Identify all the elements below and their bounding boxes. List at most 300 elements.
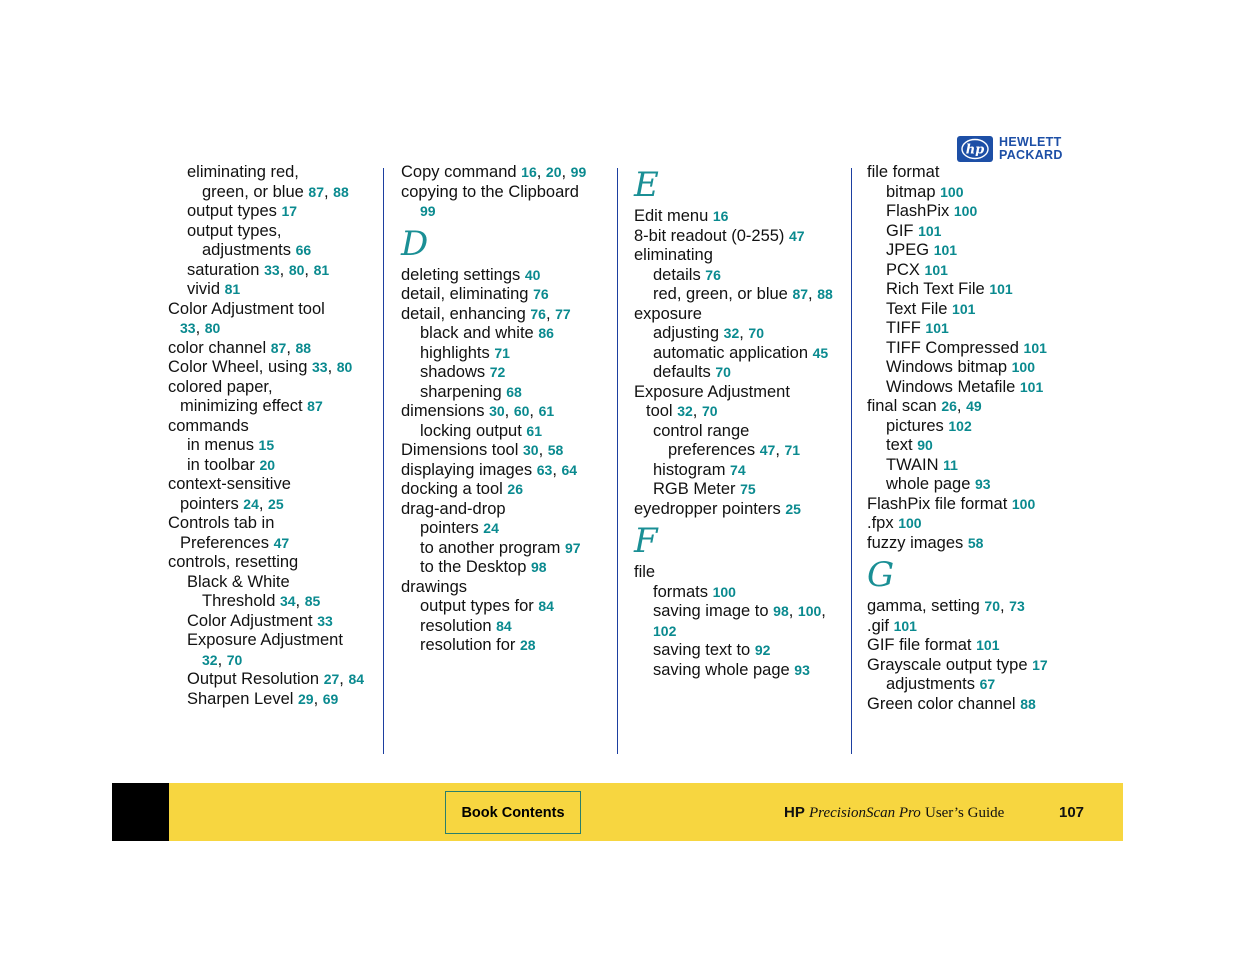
index-entry <box>401 617 606 637</box>
page-link[interactable]: 101 <box>925 320 949 336</box>
index-entry-text: Windows Metafile <box>886 377 1016 396</box>
index-entry <box>867 261 1082 281</box>
index-entry-text: .gif <box>867 616 890 635</box>
index-entry <box>168 475 368 495</box>
footer-guide: User’s Guide <box>924 805 1005 821</box>
index-entry <box>634 422 839 442</box>
index-entry-text: displaying images <box>401 460 533 479</box>
index-entry: green, or blue 87, 88 <box>202 182 349 201</box>
index-entry-text: file <box>634 563 656 581</box>
index-entry: color channel 87, 88 <box>168 338 312 357</box>
page-link[interactable]: 86 <box>538 325 554 341</box>
index-entry-text: Color Adjustment tool <box>168 299 325 318</box>
page-link[interactable]: 29 <box>298 690 314 707</box>
index-entry-text: pictures <box>886 416 944 435</box>
index-entry-text: final scan <box>867 397 937 415</box>
page-link[interactable]: 101 <box>952 300 976 317</box>
page-link[interactable]: 84 <box>348 671 365 687</box>
page-link[interactable]: 70 <box>715 364 731 380</box>
index-entry <box>168 612 368 632</box>
index-entry <box>168 163 368 183</box>
page-link[interactable]: 84 <box>538 598 554 614</box>
page-link[interactable]: 101 <box>933 242 958 258</box>
page-link[interactable]: 24 <box>483 520 499 536</box>
page-link[interactable]: 64 <box>561 461 578 478</box>
page-link[interactable]: 81 <box>224 281 241 297</box>
index-entry-text: Windows bitmap <box>886 358 1008 376</box>
index-entry-text: shadows <box>420 363 486 381</box>
page-link[interactable]: 40 <box>524 266 541 283</box>
index-entry-text: saturation <box>187 260 260 279</box>
page-link[interactable]: 101 <box>989 281 1013 297</box>
index-entry-text: highlights <box>420 343 490 362</box>
index-entry-text: defaults <box>653 363 711 381</box>
page-link[interactable]: 74 <box>730 461 746 478</box>
page-link[interactable]: 17 <box>281 203 298 219</box>
index-entry-text: text <box>886 436 913 454</box>
page-link[interactable]: 88 <box>295 339 312 356</box>
index-entry: preferences 47, 71 <box>668 441 801 459</box>
footer-brand: HP <box>784 804 805 821</box>
page-link[interactable]: 80 <box>288 261 305 278</box>
page-link[interactable]: 72 <box>489 364 506 380</box>
index-entry <box>634 661 839 681</box>
index-entry-text: Copy command <box>401 163 517 181</box>
page-link[interactable]: 98 <box>531 559 547 575</box>
index-entry-text: adjustments <box>886 675 975 693</box>
page-link[interactable]: 34 <box>279 593 296 609</box>
index-entry-text: Text File <box>886 299 948 318</box>
page-link[interactable]: 85 <box>304 593 321 609</box>
page-link[interactable]: 26 <box>941 398 957 414</box>
index-entry: detail, enhancing 76, 77 <box>401 304 571 323</box>
index-entry: final scan 26, 49 <box>867 397 982 415</box>
index-entry: Output Resolution 27, 84 <box>187 670 365 688</box>
index-entry: Sharpen Level 29, 69 <box>187 689 339 708</box>
page-link[interactable]: 17 <box>1032 656 1048 673</box>
page-link[interactable]: 92 <box>754 642 771 658</box>
page-link[interactable]: 25 <box>268 495 284 512</box>
index-entry-text: in menus <box>187 436 254 454</box>
index-entry <box>634 383 839 403</box>
page-link[interactable]: 30 <box>489 403 505 419</box>
index-entry <box>634 363 839 383</box>
index-entry-text: vivid <box>187 280 221 298</box>
index-entry-text: output types, <box>187 221 282 240</box>
page-link[interactable]: 80 <box>336 359 353 375</box>
index-entry <box>168 456 368 476</box>
page-link[interactable]: 81 <box>313 261 330 278</box>
index-entry <box>401 480 606 500</box>
page-link[interactable]: 98 <box>773 603 789 619</box>
index-entry <box>401 324 606 344</box>
index-entry-text: minimizing effect <box>180 397 303 415</box>
index-entry <box>401 183 606 203</box>
page-link[interactable]: 28 <box>519 637 536 653</box>
column-divider-1 <box>383 168 384 754</box>
page-link[interactable]: 32 <box>723 325 740 341</box>
page-link[interactable]: 100 <box>898 515 922 531</box>
index-entry-text: black and white <box>420 324 534 342</box>
index-entry <box>401 558 606 578</box>
section-letter-g: G <box>867 555 895 595</box>
index-entry <box>634 246 839 266</box>
index-entry-text: exposure <box>634 304 702 323</box>
index-entry-text: context-sensitive <box>168 475 291 493</box>
page-link[interactable]: 99 <box>420 203 436 219</box>
index-entry-text: Rich Text File <box>886 280 985 298</box>
page-link[interactable]: 70 <box>748 325 764 341</box>
index-entry <box>634 344 839 364</box>
index-entry <box>168 514 368 534</box>
index-entry: 33, 80 <box>180 319 221 337</box>
page-link[interactable]: 47 <box>789 227 805 244</box>
index-entry-text: saving text to <box>653 641 751 659</box>
page-link[interactable]: 70 <box>701 403 718 419</box>
index-entry <box>867 534 1082 554</box>
index-entry-text: RGB Meter <box>653 480 736 498</box>
index-entry <box>168 553 368 573</box>
page-link[interactable]: 100 <box>1011 359 1035 375</box>
index-entry <box>401 383 606 403</box>
index-entry-text: tool <box>646 402 673 420</box>
index-entry <box>867 163 1082 183</box>
index-entry-text: fuzzy images <box>867 533 964 552</box>
index-entry <box>634 500 839 520</box>
index-column-2 <box>401 163 606 656</box>
page-link[interactable]: 68 <box>506 383 522 400</box>
index-entry <box>867 656 1082 676</box>
index-entry <box>168 280 368 300</box>
page-link[interactable]: 88 <box>333 183 349 200</box>
page-link[interactable]: 102 <box>653 622 677 639</box>
footer-guide-title <box>784 804 1004 822</box>
hp-mark-text: hp <box>965 142 985 158</box>
page-link[interactable]: 93 <box>794 661 810 678</box>
index-entry-text: bitmap <box>886 182 936 201</box>
page-link[interactable]: 101 <box>918 222 942 239</box>
index-entry <box>867 280 1082 300</box>
index-entry-text: Exposure Adjustment <box>187 631 343 649</box>
index-entry <box>168 417 368 437</box>
page-link[interactable]: 70 <box>984 598 1000 614</box>
index-entry-text: output types for <box>420 597 534 615</box>
index-entry-text: drawings <box>401 577 468 596</box>
page-link[interactable]: 66 <box>295 242 312 258</box>
index-entry-text: Color Wheel, using <box>168 358 308 376</box>
index-entry <box>168 241 368 261</box>
index-entry-text: output types <box>187 202 277 220</box>
index-entry-text: Exposure Adjustment <box>634 382 790 401</box>
index-entry <box>634 227 839 247</box>
index-entry <box>867 636 1082 656</box>
index-entry-text: pointers <box>180 494 239 513</box>
index-entry <box>401 636 606 656</box>
page-link[interactable]: 75 <box>740 481 756 497</box>
page-link[interactable]: 88 <box>1020 695 1036 712</box>
index-entry <box>168 202 368 222</box>
index-entry <box>401 285 606 305</box>
index-entry-text: Sharpen Level <box>187 689 294 708</box>
index-entry <box>168 534 368 554</box>
index-entry-text: pointers <box>420 519 479 537</box>
index-entry-text: control range <box>653 421 750 440</box>
page-link[interactable]: 71 <box>784 442 801 458</box>
index-entry-text: detail, enhancing <box>401 304 526 323</box>
index-entry-text: Grayscale output type <box>867 655 1028 674</box>
index-entry-text: gamma, setting <box>867 597 980 615</box>
index-entry-text: adjusting <box>653 324 720 342</box>
column-divider-3 <box>851 168 852 754</box>
index-entry <box>867 436 1082 456</box>
index-entry <box>867 675 1082 695</box>
index-entry-text: TIFF <box>886 319 921 337</box>
index-entry-text: PCX <box>886 260 920 279</box>
page-link[interactable]: 80 <box>204 320 221 336</box>
page-link[interactable]: 99 <box>570 164 587 180</box>
index-entry <box>867 514 1082 534</box>
page-link[interactable]: 101 <box>976 637 1000 653</box>
index-entry-text: GIF <box>886 221 914 240</box>
index-entry-text: drag-and-drop <box>401 499 506 518</box>
index-entry-text: JPEG <box>886 241 930 259</box>
index-entry <box>867 475 1082 495</box>
index-entry-text: details <box>653 265 701 284</box>
index-entry-text: red, green, or blue <box>653 285 788 303</box>
page-link[interactable]: 100 <box>797 603 822 619</box>
page-link[interactable]: 63 <box>536 461 553 478</box>
index-entry <box>867 495 1082 515</box>
index-entry: tool 32, 70 <box>646 402 718 420</box>
index-entry-text: resolution for <box>420 636 516 654</box>
page-link[interactable]: 58 <box>547 442 564 458</box>
page-link[interactable]: 49 <box>966 398 982 414</box>
index-entry <box>401 363 606 383</box>
index-entry-text: color channel <box>168 338 267 357</box>
page-link[interactable]: 70 <box>226 651 243 668</box>
page-link[interactable]: 101 <box>893 617 917 634</box>
section-letter-d: D <box>401 223 429 264</box>
index-entry: red, green, or blue 87, 88 <box>653 285 833 303</box>
page-link[interactable]: 33 <box>264 261 280 278</box>
index-entry-text: commands <box>168 416 249 435</box>
index-entry-text: locking output <box>420 421 522 440</box>
index-entry-text: formats <box>653 582 709 601</box>
index-entry-text: green, or blue <box>202 182 304 201</box>
index-entry <box>634 563 839 583</box>
index-entry-text: .fpx <box>867 514 894 532</box>
index-entry <box>168 573 368 593</box>
index-column-1 <box>168 163 368 709</box>
index-entry: Dimensions tool 30, 58 <box>401 441 564 459</box>
index-entry <box>867 417 1082 437</box>
page-link[interactable]: 77 <box>555 305 571 322</box>
index-entry <box>401 500 606 520</box>
page-link[interactable]: 101 <box>924 261 948 278</box>
index-entry <box>867 202 1082 222</box>
page-link[interactable]: 84 <box>496 617 512 634</box>
index-entry <box>168 631 368 651</box>
page-link[interactable]: 32 <box>677 403 693 419</box>
index-entry <box>867 339 1082 359</box>
index-entry <box>168 436 368 456</box>
index-entry-text: Color Adjustment <box>187 611 313 630</box>
index-entry-text: colored paper, <box>168 377 273 396</box>
index-entry-text: dimensions <box>401 402 485 420</box>
page-link[interactable]: 87 <box>792 286 809 302</box>
page-link[interactable]: 11 <box>943 456 958 473</box>
index-entry-text: Green color channel <box>867 694 1016 713</box>
page-link[interactable]: 90 <box>917 437 933 453</box>
page-link[interactable]: 76 <box>530 305 546 322</box>
page-link[interactable]: 88 <box>817 286 833 302</box>
index-entry-text: adjustments <box>202 241 291 259</box>
index-entry <box>401 266 606 286</box>
index-entry-text: in toolbar <box>187 455 255 474</box>
page-link[interactable]: 71 <box>494 344 510 361</box>
index-entry-text: automatic application <box>653 343 809 362</box>
page-link[interactable]: 47 <box>273 534 290 551</box>
index-entry <box>867 241 1082 261</box>
page-link[interactable]: 76 <box>533 286 549 302</box>
index-entry-text: 8-bit readout (0-255) <box>634 226 785 245</box>
index-entry-text: detail, eliminating <box>401 285 529 303</box>
index-entry <box>168 222 368 242</box>
page-link[interactable]: 97 <box>564 539 581 556</box>
index-entry <box>401 344 606 364</box>
page-link[interactable]: 26 <box>507 481 523 497</box>
index-entry-text: whole page <box>886 475 971 493</box>
index-entry-text: sharpening <box>420 382 502 401</box>
page-link[interactable]: 47 <box>759 442 776 458</box>
page-link[interactable]: 24 <box>243 495 259 512</box>
index-entry-text: GIF file format <box>867 636 972 654</box>
page-link[interactable]: 32 <box>202 651 218 668</box>
index-entry: saving image to 98, 100, 102 <box>653 602 826 639</box>
index-entry: adjusting 32, 70 <box>653 324 764 342</box>
index-entry-text: resolution <box>420 616 492 635</box>
index-entry-text: eliminating <box>634 246 713 264</box>
page-link[interactable]: 76 <box>705 266 721 283</box>
index-entry-text: Controls tab in <box>168 514 275 532</box>
page-link[interactable]: 87 <box>307 398 323 414</box>
page-link[interactable]: 33 <box>180 320 196 336</box>
index-entry <box>401 202 606 222</box>
page-link[interactable]: 87 <box>270 339 287 356</box>
index-entry: Color Wheel, using 33, 80 <box>168 358 353 376</box>
index-entry-text: copying to the Clipboard <box>401 182 579 201</box>
index-entry-text: to the Desktop <box>420 558 527 576</box>
index-entry <box>401 422 606 442</box>
footer-product: PrecisionScan Pro <box>809 805 921 821</box>
page-link[interactable]: 25 <box>785 500 801 517</box>
page-link[interactable]: 20 <box>545 164 562 180</box>
index-entry <box>867 183 1082 203</box>
page-link[interactable]: 69 <box>322 690 339 707</box>
index-entry <box>867 222 1082 242</box>
index-entry <box>867 456 1082 476</box>
page-link[interactable]: 16 <box>712 208 729 224</box>
page-link[interactable]: 45 <box>812 344 829 361</box>
index-entry <box>401 578 606 598</box>
page-link[interactable]: 100 <box>712 583 736 600</box>
column-divider-2 <box>617 168 618 754</box>
index-entry-text: eliminating red, <box>187 163 299 181</box>
index-entry: 32, 70 <box>202 650 243 669</box>
index-entry <box>634 461 839 481</box>
page-link[interactable]: 27 <box>323 671 340 687</box>
page-link[interactable]: 87 <box>308 183 324 200</box>
index-entry: Threshold 34, 85 <box>202 592 321 610</box>
index-entry-text: eyedropper pointers <box>634 499 781 518</box>
page-link[interactable]: 67 <box>979 676 996 692</box>
page-link[interactable]: 93 <box>975 476 991 492</box>
page-link[interactable]: 61 <box>526 422 542 439</box>
page-link[interactable]: 102 <box>948 417 972 434</box>
footer-black-block <box>112 783 169 841</box>
page-link[interactable]: 58 <box>967 534 984 551</box>
index-entry: Copy command 16, 20, 99 <box>401 163 587 181</box>
page-link[interactable]: 61 <box>538 403 555 419</box>
index-entry <box>634 480 839 500</box>
index-entry-text: FlashPix file format <box>867 494 1008 513</box>
footer-bar <box>112 783 1123 841</box>
page-link[interactable]: 101 <box>1023 339 1047 356</box>
index-entry-text: saving whole page <box>653 660 790 679</box>
page-link[interactable]: 20 <box>259 456 276 473</box>
index-entry <box>867 378 1082 398</box>
index-column-4 <box>867 163 1082 714</box>
index-entry-text: controls, resetting <box>168 553 299 571</box>
page-link[interactable]: 16 <box>521 164 537 180</box>
index-entry <box>634 641 839 661</box>
index-entry <box>401 519 606 539</box>
page-link[interactable]: 100 <box>940 183 964 200</box>
index-entry: dimensions 30, 60, 61 <box>401 402 555 420</box>
index-entry <box>168 300 368 320</box>
page-link[interactable]: 60 <box>513 403 530 419</box>
page-link[interactable]: 15 <box>258 437 275 453</box>
page-link[interactable]: 33 <box>312 359 328 375</box>
index-entry <box>168 378 368 398</box>
index-entry-text: deleting settings <box>401 265 521 284</box>
book-contents-button[interactable]: Book Contents <box>445 791 581 834</box>
index-entry <box>867 695 1082 715</box>
page-link[interactable]: 100 <box>953 203 978 219</box>
index-entry-text: Edit menu <box>634 207 709 225</box>
index-entry <box>401 597 606 617</box>
index-entry-text: Black & White <box>187 572 290 591</box>
index-entry <box>634 207 839 227</box>
index-entry: saturation 33, 80, 81 <box>187 260 330 279</box>
page-link[interactable]: 100 <box>1011 495 1036 512</box>
page-link[interactable]: 101 <box>1019 378 1044 395</box>
index-entry-text: Output Resolution <box>187 670 320 688</box>
page-link[interactable]: 30 <box>522 442 539 458</box>
index-entry <box>634 305 839 325</box>
page-link[interactable]: 33 <box>317 612 333 629</box>
hp-logo-mark <box>957 136 993 162</box>
index-entry-text: to another program <box>420 538 561 557</box>
hp-mark-icon <box>960 138 990 160</box>
page-link[interactable]: 73 <box>1009 598 1025 614</box>
section-letter-e: E <box>634 165 659 205</box>
index-entry-text: file format <box>867 163 940 181</box>
index-entry-text: Preferences <box>180 533 269 552</box>
index-entry-text: TIFF Compressed <box>886 338 1019 357</box>
index-entry: displaying images 63, 64 <box>401 460 578 479</box>
index-entry-text: TWAIN <box>886 455 939 474</box>
